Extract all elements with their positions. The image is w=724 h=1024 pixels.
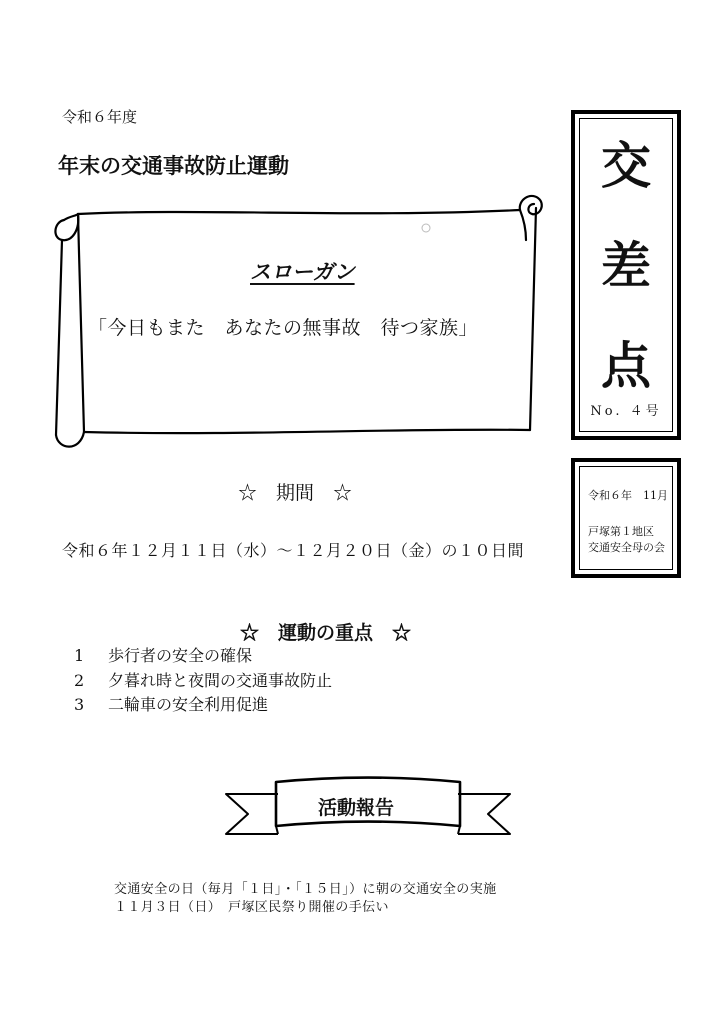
masthead-char-3: 点 <box>601 336 651 395</box>
activity-line: 交通安全の日（毎月「１日」・「１５日」）に朝の交通安全の実施 <box>114 882 497 897</box>
activity-title: 活動報告 <box>318 797 395 819</box>
focus-item-number: 1 <box>74 646 85 665</box>
issue-date: 令和６年 11月 <box>588 489 668 502</box>
fiscal-year: 令和６年度 <box>62 108 138 126</box>
issuer-org-line2: 交通安全母の会 <box>588 541 665 554</box>
issuer-box <box>571 458 681 578</box>
slogan-heading: スローガン <box>250 260 355 284</box>
masthead-char-1: 交 <box>601 136 651 195</box>
period-text: 令和６年１２月１１日（水）～１２月２０日（金）の１０日間 <box>62 541 525 560</box>
focus-item-text: 歩行者の安全の確保 <box>108 646 253 665</box>
focus-item <box>74 668 332 691</box>
campaign-title: 年末の交通事故防止運動 <box>58 153 289 178</box>
period-heading: ☆ 期間 ☆ <box>238 482 353 504</box>
focus-item-text: 夕暮れ時と夜間の交通事故防止 <box>108 671 333 690</box>
issuer-inner-frame <box>579 466 673 570</box>
activity-line: １１月３日（日） 戸塚区民祭り開催の手伝い <box>114 900 389 915</box>
masthead-char-2: 差 <box>601 236 651 295</box>
focus-item <box>74 692 268 715</box>
focus-item-text: 二輪車の安全利用促進 <box>108 695 269 714</box>
focus-heading: ☆ 運動の重点 ☆ <box>240 622 412 644</box>
focus-item <box>74 643 252 666</box>
masthead-inner-frame <box>579 118 673 432</box>
issuer-org-line1: 戸塚第１地区 <box>588 525 654 538</box>
focus-item-number: 3 <box>74 695 85 714</box>
issue-number: No. ４号 <box>590 404 662 419</box>
masthead-box <box>571 110 681 440</box>
focus-item-number: 2 <box>74 671 85 690</box>
slogan-text: 「今日もまた あなたの無事故 待つ家族」 <box>88 317 479 339</box>
